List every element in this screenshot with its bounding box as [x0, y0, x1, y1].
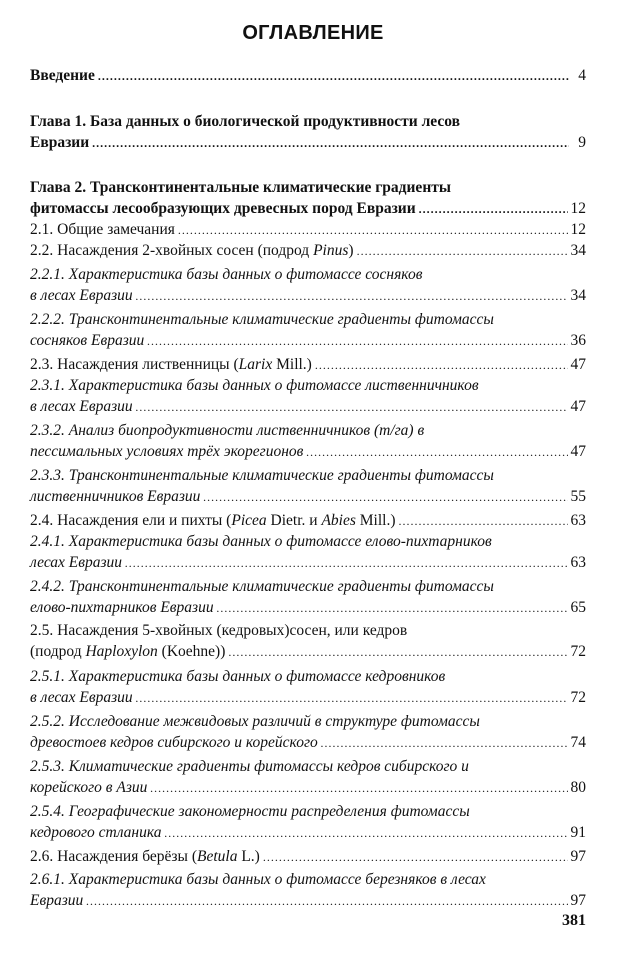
- toc-entry-line: [30, 823, 586, 843]
- toc-entry-title-part: (Koehne)): [157, 643, 226, 660]
- toc-entry-text: [30, 757, 469, 777]
- toc-entry-title: 2.4.2. Трансконтинентальные климатические градиенты фитомассы: [30, 578, 494, 595]
- toc-entry-title: пессимальных условиях трёх экорегионов: [30, 443, 304, 460]
- toc-page-number: 12: [570, 221, 586, 238]
- dot-leader: [147, 331, 567, 351]
- toc-entry-title: 2.6. Насаждения берёзы (: [30, 848, 197, 865]
- toc-entry-latin-name: Abies: [321, 512, 356, 529]
- toc-entry-title: в лесах Евразии: [30, 689, 133, 706]
- toc-entry-line: [30, 667, 586, 687]
- toc-entry-line: [30, 621, 586, 641]
- toc-page-number: 47: [570, 443, 586, 460]
- toc-entry-line: [30, 598, 586, 618]
- toc-entry-title-part: ): [348, 242, 354, 259]
- toc-entry-latin-name: Haploxylon: [81, 643, 158, 660]
- toc-entry-text: [30, 376, 479, 396]
- toc-entry-text: [30, 199, 416, 219]
- toc-entry-title: 2.3.3. Трансконтинентальные климатические градиенты фитомассы: [30, 467, 494, 484]
- toc-entry-line: [30, 757, 586, 777]
- page-number: 381: [562, 912, 586, 929]
- dot-leader: [399, 511, 568, 531]
- toc-entry-line: [30, 733, 586, 753]
- toc-entry-title: Введение: [30, 67, 95, 84]
- toc-entry-text: [30, 133, 89, 153]
- toc-entry-text: [30, 642, 225, 662]
- toc-entry-line: [30, 532, 586, 552]
- dot-leader: [136, 397, 568, 417]
- toc-entry-title: 2.5.4. Географические закономерности распределения фитомассы: [30, 803, 470, 820]
- toc-entry-text: [30, 241, 354, 261]
- toc-entry-line: [30, 847, 586, 867]
- toc-entry-line: [30, 199, 586, 219]
- toc-entry-title-part: Dietr. и: [266, 512, 322, 529]
- toc-entry-text: [30, 823, 161, 843]
- toc-entry-text: [30, 220, 175, 240]
- toc-page-number: 34: [570, 242, 586, 259]
- toc-entry-title: 2.5.2. Исследование межвидовых различий в структуре фитомассы: [30, 713, 480, 730]
- toc-page-number: 63: [570, 512, 586, 529]
- toc-entry-text: [30, 265, 422, 285]
- dot-leader: [217, 598, 568, 618]
- toc-entry-line: [30, 442, 586, 462]
- toc-entry-text: [30, 891, 83, 911]
- toc-entry-line: [30, 66, 586, 86]
- toc-entry-text: [30, 870, 486, 890]
- toc-entry-title: 2.3.1. Характеристика базы данных о фитомассе лиственничников: [30, 377, 479, 394]
- toc-page-number: 72: [570, 643, 586, 660]
- toc-entry-line: [30, 265, 586, 285]
- toc-page-number: 65: [570, 599, 586, 616]
- toc-entry-line: [30, 891, 586, 911]
- toc-page-number: 12: [570, 200, 586, 217]
- toc-entry-text: [30, 466, 494, 486]
- toc-entry-title: корейского в Азии: [30, 779, 148, 796]
- toc-entry-text: [30, 178, 451, 198]
- toc-entry-title: 2.3.2. Анализ биопродуктивности лиственничников (т/га) в: [30, 422, 425, 439]
- dot-leader: [203, 487, 567, 507]
- toc-entry-line: [30, 778, 586, 798]
- toc-entry-latin-name: Betula: [196, 848, 238, 865]
- dot-leader: [150, 778, 567, 798]
- dot-leader: [315, 355, 568, 375]
- dot-leader: [92, 133, 569, 153]
- toc-entry-title: елово-пихтарников Евразии: [30, 599, 214, 616]
- dot-leader: [125, 553, 567, 573]
- toc-entry-title: фитомассы лесообразующих древесных пород Евразии: [30, 200, 416, 217]
- toc-entry-title: лесах Евразии: [30, 554, 123, 571]
- toc-entry-line: [30, 376, 586, 396]
- toc-entry-text: [30, 66, 95, 86]
- toc-entry-text: [30, 688, 133, 708]
- toc-entry-title-part: Mill.): [272, 356, 312, 373]
- toc-entry-line: [30, 712, 586, 732]
- toc-entry-line: [30, 553, 586, 573]
- toc-entry-title: 2.4. Насаждения ели и пихты (: [30, 512, 232, 529]
- toc-entry-title: кедрового стланика: [30, 824, 162, 841]
- page-title: ОГЛАВЛЕНИЕ: [242, 22, 384, 44]
- toc-entry-text: [30, 553, 122, 573]
- toc-entry-line: [30, 286, 586, 306]
- toc-page-number: 34: [570, 287, 586, 304]
- toc-entry-text: [30, 778, 147, 798]
- toc-entry-title: 2.2. Насаждения 2-хвойных сосен (подрод: [30, 242, 310, 259]
- toc-entry-text: [30, 667, 445, 687]
- toc-entry-title: Евразии: [30, 134, 90, 151]
- toc-page-number: 47: [570, 398, 586, 415]
- toc-entry-line: [30, 642, 586, 662]
- toc-entry-text: [30, 733, 318, 753]
- toc-entry-latin-name: Larix: [238, 356, 273, 373]
- toc-entry-title: Глава 1. База данных о биологической продуктивности лесов: [30, 113, 460, 130]
- toc-entry-line: [30, 133, 586, 153]
- toc-entry-title: лиственничников Евразии: [30, 488, 201, 505]
- toc-entry-title-part: L.): [237, 848, 260, 865]
- toc-entry-line: [30, 577, 586, 597]
- toc-entry-title: 2.3. Насаждения лиственницы (: [30, 356, 239, 373]
- toc-page-number: 9: [578, 134, 586, 151]
- toc-entry-title: Евразии: [30, 892, 84, 909]
- toc-entry-title: 2.6.1. Характеристика базы данных о фитомассе березняков в лесах: [30, 871, 486, 888]
- toc-entry-title: сосняков Евразии: [30, 332, 145, 349]
- toc-entry-title: в лесах Евразии: [30, 287, 133, 304]
- toc-page-number: 97: [570, 892, 586, 909]
- toc-page-number: 72: [570, 689, 586, 706]
- toc-entry-text: [30, 286, 133, 306]
- toc-entry-title: 2.2.2. Трансконтинентальные климатические градиенты фитомассы: [30, 311, 494, 328]
- toc-entry-line: [30, 220, 586, 240]
- toc-page-number: 47: [570, 356, 586, 373]
- toc-entry-line: [30, 310, 586, 330]
- toc-entry-line: [30, 241, 586, 261]
- toc-entry-title-part: Mill.): [355, 512, 396, 529]
- toc-entry-text: [30, 355, 312, 375]
- toc-entry-text: [30, 532, 492, 552]
- toc-entry-line: [30, 466, 586, 486]
- toc-entry-text: [30, 712, 480, 732]
- toc-entry-text: [30, 487, 200, 507]
- toc-entry-text: [30, 577, 494, 597]
- toc-entry-text: [30, 511, 396, 531]
- dot-leader: [419, 199, 568, 219]
- dot-leader: [357, 241, 568, 261]
- dot-leader: [306, 442, 567, 462]
- toc-entry-title: (подрод: [30, 643, 82, 660]
- toc-entry-title: 2.4.1. Характеристика базы данных о фитомассе елово-пихтарников: [30, 533, 492, 550]
- toc-entry-latin-name: Picea: [231, 512, 267, 529]
- toc-entry-line: [30, 331, 586, 351]
- dot-leader: [136, 286, 568, 306]
- toc-entry-title: 2.5.1. Характеристика базы данных о фитомассе кедровников: [30, 668, 446, 685]
- toc-entry-text: [30, 331, 144, 351]
- toc-entry-title: 2.5. Насаждения 5-хвойных (кедровых)сосен, или кедров: [30, 622, 408, 639]
- toc-entry-text: [30, 442, 303, 462]
- dot-leader: [228, 642, 567, 662]
- toc-entry-line: [30, 421, 586, 441]
- toc-page-number: 4: [578, 67, 586, 84]
- toc-entry-line: [30, 397, 586, 417]
- toc-entry-line: [30, 112, 586, 132]
- toc-entry-line: [30, 688, 586, 708]
- toc-page-number: 91: [570, 824, 586, 841]
- toc-entry-line: [30, 511, 586, 531]
- toc-entry-text: [30, 598, 214, 618]
- toc-entry-text: [30, 621, 407, 641]
- dot-leader: [321, 733, 568, 753]
- dot-leader: [263, 847, 568, 867]
- toc-entry-text: [30, 310, 494, 330]
- toc-entry-text: [30, 802, 470, 822]
- toc-page-number: 74: [570, 734, 586, 751]
- dot-leader: [86, 891, 567, 911]
- toc-entry-title: Глава 2. Трансконтинентальные климатические градиенты: [30, 179, 451, 196]
- dot-leader: [164, 823, 567, 843]
- toc-entry-text: [30, 397, 133, 417]
- toc-entry-title: в лесах Евразии: [30, 398, 133, 415]
- toc-entry-title: 2.5.3. Климатические градиенты фитомассы кедров сибирского и: [30, 758, 469, 775]
- toc-page-number: 63: [570, 554, 586, 571]
- toc-entry-text: [30, 421, 424, 441]
- toc-entry-text: [30, 847, 260, 867]
- toc-entry-line: [30, 802, 586, 822]
- toc-page-number: 36: [570, 332, 586, 349]
- toc-entry-title: 2.1. Общие замечания: [30, 221, 175, 238]
- toc-entry-latin-name: Pinus: [309, 242, 349, 259]
- toc-entry-line: [30, 870, 586, 890]
- dot-leader: [178, 220, 568, 240]
- toc-entry-line: [30, 355, 586, 375]
- toc-entry-title: 2.2.1. Характеристика базы данных о фитомассе сосняков: [30, 266, 423, 283]
- toc-page-number: 80: [570, 779, 586, 796]
- toc-page-number: 55: [570, 488, 586, 505]
- dot-leader: [98, 66, 569, 86]
- toc-entry-line: [30, 178, 586, 198]
- toc-page-number: 97: [570, 848, 586, 865]
- toc-entry-text: [30, 112, 460, 132]
- toc-entry-line: [30, 487, 586, 507]
- toc-entry-title: древостоев кедров сибирского и корейского: [30, 734, 318, 751]
- dot-leader: [136, 688, 568, 708]
